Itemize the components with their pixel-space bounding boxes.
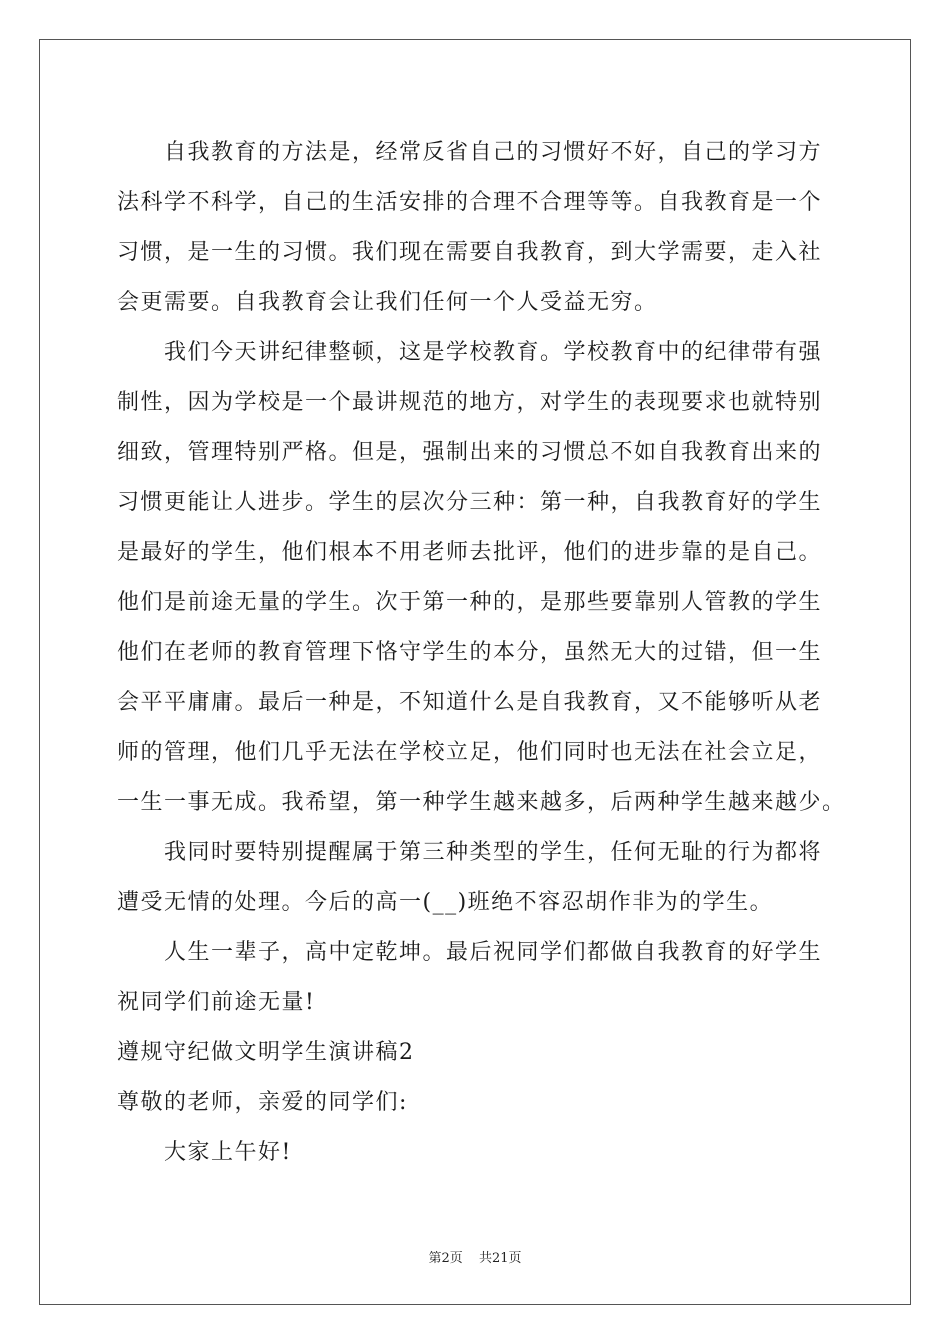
- text-line: 习惯，是一生的习惯。我们现在需要自我教育，到大学需要，走入社: [117, 240, 823, 265]
- text-line: 师的管理，他们几乎无法在学校立足，他们同时也无法在社会立足，: [117, 740, 823, 765]
- text-line: 习惯更能让人进步。学生的层次分三种：第一种，自我教育好的学生: [117, 490, 823, 515]
- salutation: 尊敬的老师，亲爱的同学们:: [117, 1090, 408, 1115]
- text-line: 是最好的学生，他们根本不用老师去批评，他们的进步靠的是自己。: [117, 540, 823, 565]
- page-total: 共21页: [478, 1251, 522, 1266]
- page-footer: [0, 1247, 950, 1266]
- text-line: 我们今天讲纪律整顿，这是学校教育。学校教育中的纪律带有强: [164, 340, 823, 365]
- text-line: 一生一事无成。我希望，第一种学生越来越多，后两种学生越来越少。: [117, 790, 846, 815]
- text-line: 人生一辈子，高中定乾坤。最后祝同学们都做自我教育的好学生: [164, 940, 823, 965]
- text-line: 会更需要。自我教育会让我们任何一个人受益无穷。: [117, 290, 658, 315]
- text-line: 会平平庸庸。最后一种是，不知道什么是自我教育，又不能够听从老: [117, 690, 823, 715]
- text-line: 细致，管理特别严格。但是，强制出来的习惯总不如自我教育出来的: [117, 440, 823, 465]
- page-number: 第2页: [428, 1251, 463, 1266]
- text-line: 我同时要特别提醒属于第三种类型的学生，任何无耻的行为都将: [164, 840, 823, 865]
- section-heading: 遵规守纪做文明学生演讲稿2: [117, 1040, 415, 1065]
- text-line: 制性，因为学校是一个最讲规范的地方，对学生的表现要求也就特别: [117, 390, 823, 415]
- text-line: 法科学不科学，自己的生活安排的合理不合理等等。自我教育是一个: [117, 190, 823, 215]
- text-line: 自我教育的方法是，经常反省自己的习惯好不好，自己的学习方: [164, 140, 823, 165]
- text-line: 他们是前途无量的学生。次于第一种的，是那些要靠别人管教的学生: [117, 590, 823, 615]
- greeting: 大家上午好!: [164, 1140, 292, 1165]
- text-line: 他们在老师的教育管理下恪守学生的本分，虽然无大的过错，但一生: [117, 640, 823, 665]
- text-line: 遭受无情的处理。今后的高一(__)班绝不容忍胡作非为的学生。: [117, 890, 774, 915]
- text-line: 祝同学们前途无量!: [117, 990, 316, 1015]
